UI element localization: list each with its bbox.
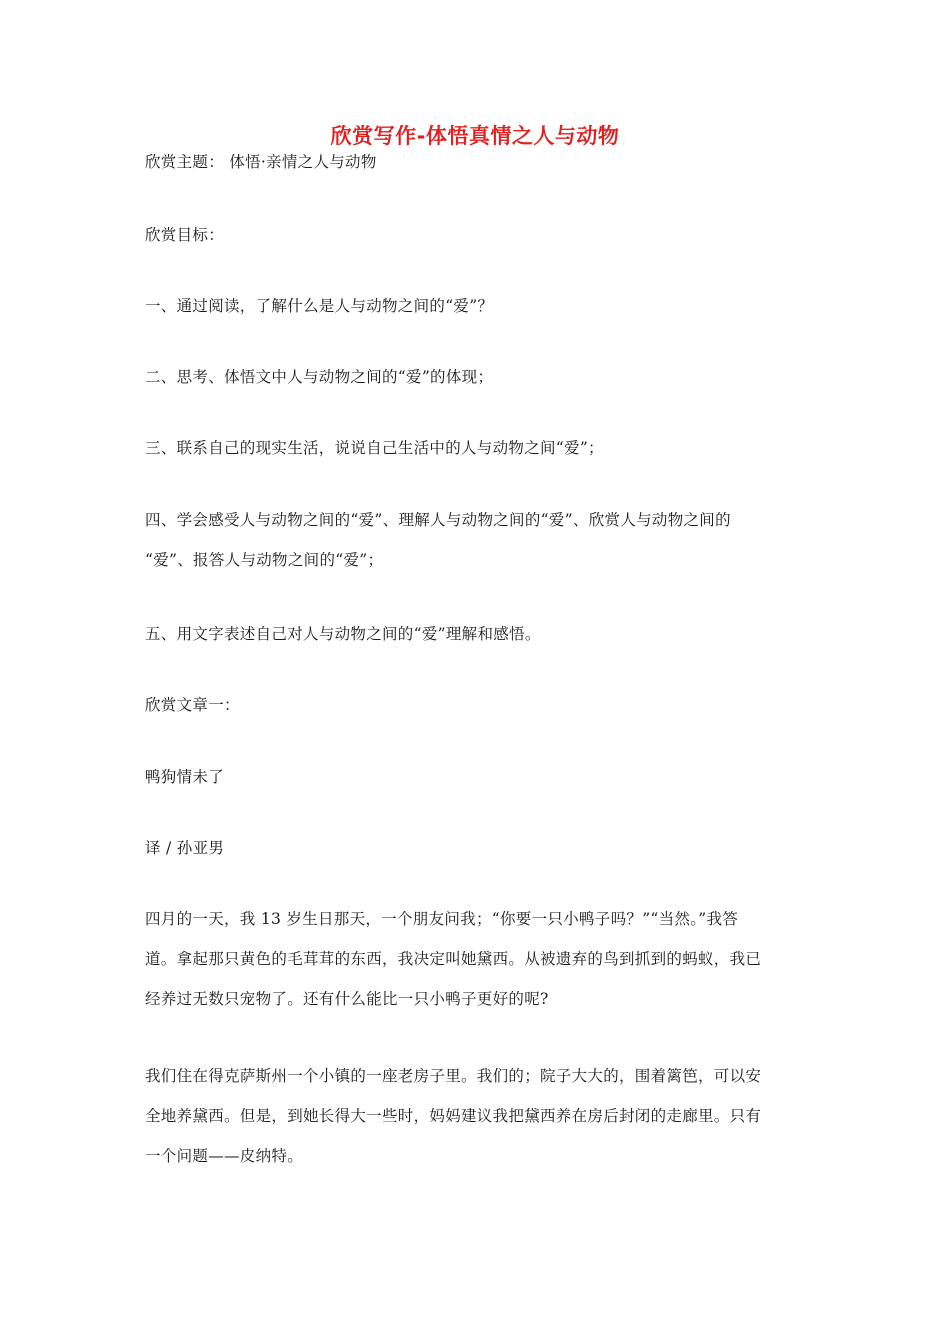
paragraph-1-line-3: 经养过无数只宠物了。还有什么能比一只小鸭子更好的呢? [145,990,549,1008]
article-heading: 欣赏文章一： [145,696,240,714]
article-paragraph-2 [145,1066,810,1186]
paragraph-2-line-3: 一个问题——皮纳特。 [145,1147,304,1165]
goal-item-4-line-2: “爱”、报答人与动物之间的“爱”； [145,551,384,569]
goals-heading: 欣赏目标： [145,226,225,244]
goal-item-1: 一、通过阅读，了解什么是人与动物之间的“爱”？ [145,297,494,315]
document-title: 欣赏写作-体悟真情之人与动物 [330,124,620,148]
paragraph-1-line-2: 道。拿起那只黄色的毛茸茸的东西，我决定叫她黛西。从被遗弃的鸟到抓到的蚂蚁，我已 [145,950,762,968]
goal-item-4 [145,510,810,590]
article-title: 鸭狗情未了 [145,768,225,786]
paragraph-1-line-1: 四月的一天，我 13 岁生日那天，一个朋友问我；“你要一只小鸭子吗？”“当然。”我答 [145,910,739,928]
translator-line: 译 / 孙亚男 [145,839,225,857]
goal-item-5: 五、用文字表述自己对人与动物之间的“爱”理解和感悟。 [145,625,541,643]
paragraph-2-line-2: 全地养黛西。但是，到她长得大一些时，妈妈建议我把黛西养在房后封闭的走廊里。只有 [145,1107,762,1125]
goal-item-3: 三、联系自己的现实生活，说说自己生活中的人与动物之间“爱”； [145,439,604,457]
article-paragraph-1 [145,909,810,1029]
goal-item-4-line-1: 四、学会感受人与动物之间的“爱”、理解人与动物之间的“爱”、欣赏人与动物之间的 [145,511,731,529]
theme-line: 欣赏主题： 体悟·亲情之人与动物 [145,153,377,171]
paragraph-2-line-1: 我们住在得克萨斯州一个小镇的一座老房子里。我们的；院子大大的，围着篱笆，可以安 [145,1067,762,1085]
goal-item-2: 二、思考、体悟文中人与动物之间的“爱”的体现； [145,368,494,386]
